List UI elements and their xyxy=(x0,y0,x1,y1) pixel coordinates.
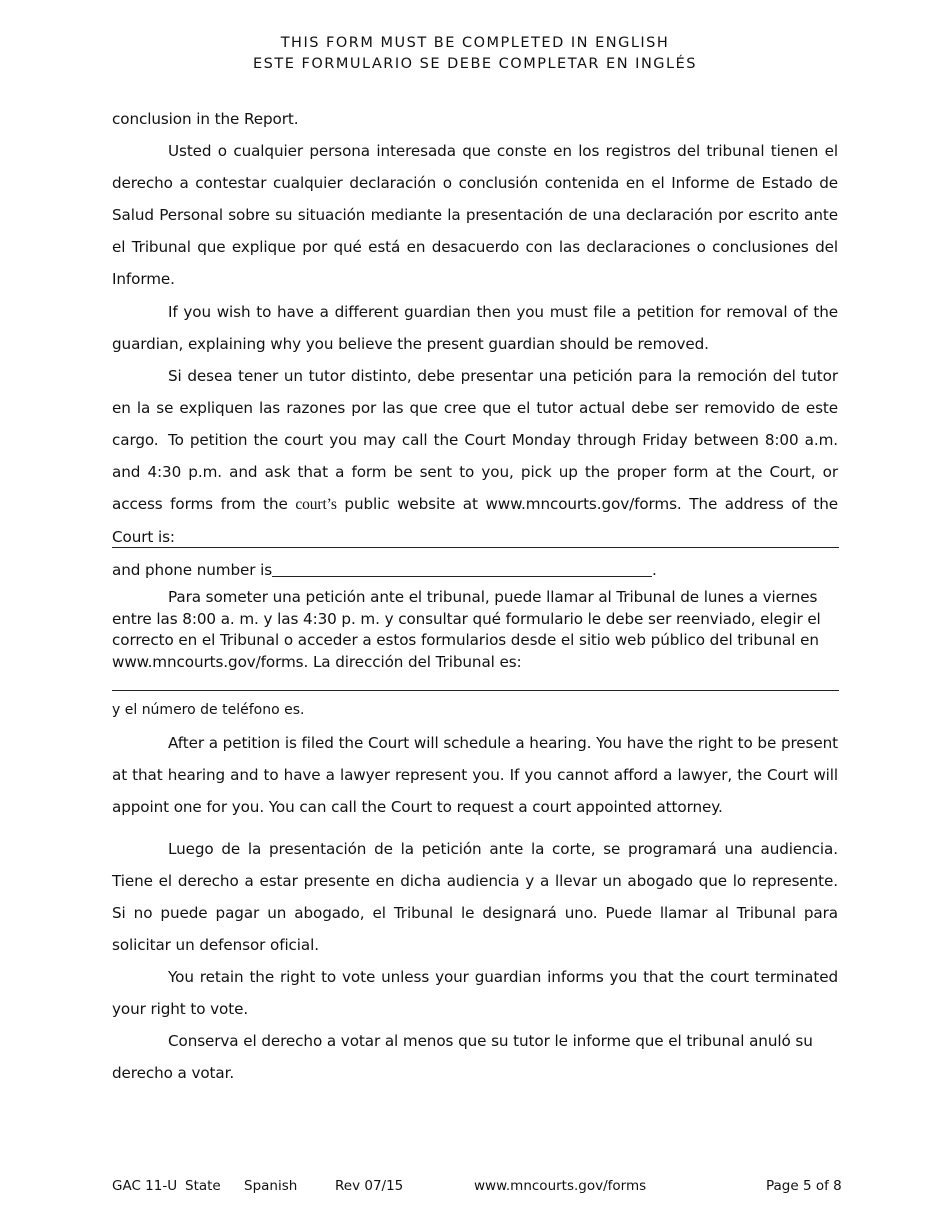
paragraph-contest-es: Usted o cualquier persona interesada que conste en los registros del tribunal tienen el derecho a contestar cualquier declaración o conclusión contenida en el Informe de Estado de Salud Personal sobre su situación mediante la presentación de una declaración por escrito ante el Tribunal que explique por qué está en desacuerdo con las declaraciones o conclusiones del Informe. xyxy=(112,142,838,288)
phone-line-period: . xyxy=(652,561,657,579)
court-address-line-es[interactable] xyxy=(112,690,839,691)
phone-label-es: y el número de teléfono es. xyxy=(112,702,305,718)
footer-state: State xyxy=(185,1178,221,1194)
footer-form-id: GAC 11-U xyxy=(112,1178,178,1194)
footer-language: Spanish xyxy=(244,1178,298,1194)
paragraph-vote-en: You retain the right to vote unless your guardian informs you that the court terminated your right to vote. xyxy=(112,968,838,1018)
court-address-line[interactable] xyxy=(112,547,839,548)
footer-page-number: Page 5 of 8 xyxy=(766,1178,842,1194)
paragraph-vote-es: Conserva el derecho a votar al menos que su tutor le informe que el tribunal anuló su derecho a votar. xyxy=(112,1032,813,1082)
form-language-notice-es: ESTE FORMULARIO SE DEBE COMPLETAR EN INGLÉS xyxy=(253,56,697,72)
petition-en-text-court: court’s xyxy=(295,496,337,513)
petition-en-text-b: public website at www.mncourts.gov/forms. The address of the Court is: xyxy=(112,495,838,546)
petition-en-text-a: To petition the court you may call the Court Monday through Friday between 8:00 a.m. and 4:30 p.m. and ask that a form be sent to you, pick up the proper form at the Court, or access forms from the xyxy=(112,431,838,513)
paragraph-petition-en xyxy=(112,424,838,553)
footer-revision: Rev 07/15 xyxy=(335,1178,404,1194)
paragraph-continued: conclusion in the Report. xyxy=(112,110,299,128)
paragraph-guardian-en: If you wish to have a different guardian then you must file a petition for removal of the guardian, explaining why you believe the present guardian should be removed. xyxy=(112,303,838,353)
phone-label: and phone number is xyxy=(112,561,273,579)
paragraph-guardian-es: Si desea tener un tutor distinto, debe presentar una petición para la remoción del tutor en la se expliquen las razones por las que cree que el tutor actual debe ser removido de este cargo. xyxy=(112,367,838,449)
paragraph-petition-es: Para someter una petición ante el tribunal, puede llamar al Tribunal de lunes a viernes entre las 8:00 a. m. y las 4:30 p. m. y consultar qué formulario le debe ser reenviado, elegir el correcto en el Tribunal o acceder a estos formularios desde el sitio web público del tribunal en www.mncourts.gov/forms. La dirección del Tribunal es: xyxy=(112,588,821,671)
form-language-notice: THIS FORM MUST BE COMPLETED IN ENGLISH xyxy=(280,35,670,51)
paragraph-hearing-en: After a petition is filed the Court will schedule a hearing. You have the right to be present at that hearing and to have a lawyer represent you. If you cannot afford a lawyer, the Court will appoint one for you. You can call the Court to request a court appointed attorney. xyxy=(112,734,838,816)
phone-number-line[interactable] xyxy=(272,576,652,577)
paragraph-hearing-es: Luego de la presentación de la petición ante la corte, se programará una audiencia. Tiene el derecho a estar presente en dicha audiencia y a llevar un abogado que lo represente. Si no puede pagar un abogado, el Tribunal le designará uno. Puede llamar al Tribunal para solicitar un defensor oficial. xyxy=(112,840,838,954)
footer-url: www.mncourts.gov/forms xyxy=(474,1178,647,1194)
